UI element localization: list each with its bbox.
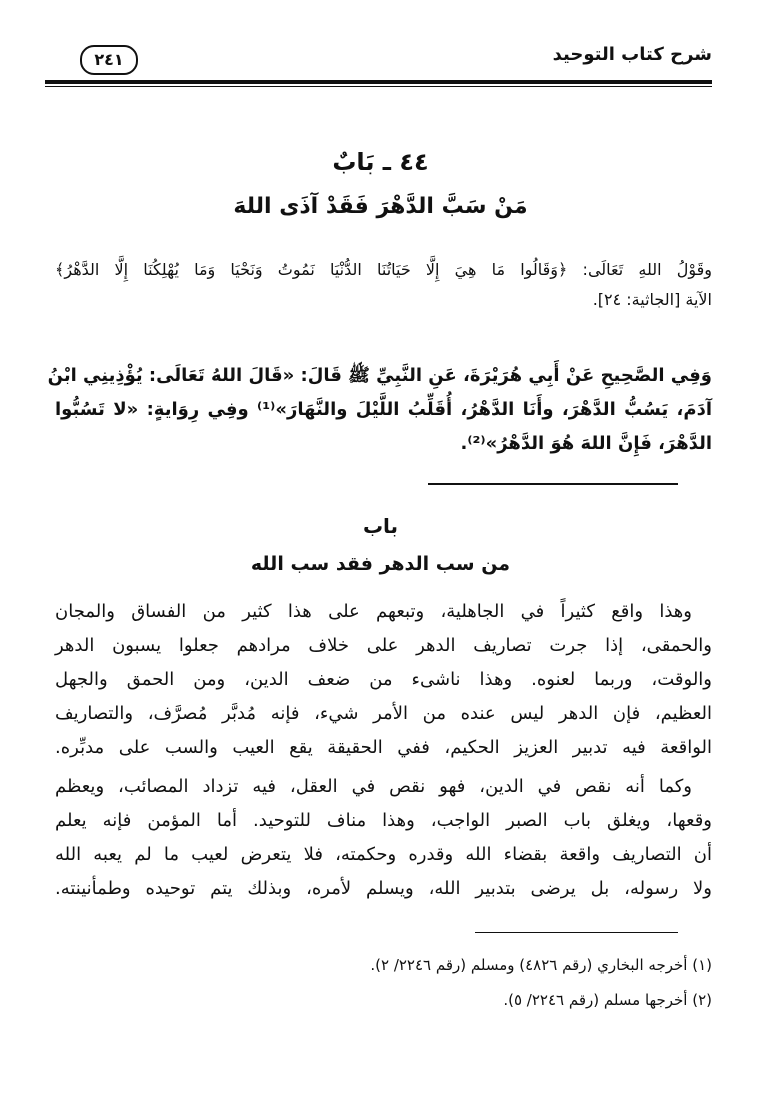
running-header-title: شرح كتاب التوحيد: [552, 44, 712, 65]
page-number-text: ٢٤١: [94, 50, 124, 69]
chapter-number-heading: ٤٤ ـ بَابٌ: [332, 148, 429, 176]
section-separator: [428, 483, 678, 485]
commentary-heading: باب: [362, 514, 399, 538]
footnote: (٢) أخرجها مسلم (رقم ٢٢٤٦/ ٥).: [503, 991, 712, 1009]
paragraph-line: أن التصاريف واقعة بقضاء الله وقدره وحكمته، فلا يتعرض لعيب ما لم يعبه الله: [55, 844, 712, 865]
footnote: (١) أخرجه البخاري (رقم ٤٨٢٦) ومسلم (رقم ٢٢٤٦/ ٢).: [370, 956, 712, 974]
paragraph-line: ولا رسوله، بل يرضى بتدبير الله، ويسلم لأمره، وبذلك يتم توحيده وطمأنينته.: [55, 878, 712, 899]
hadith-line: الدَّهْرَ، فَإِنَّ اللهَ هُوَ الدَّهْرُ»⁽²⁾.: [460, 433, 712, 454]
paragraph-line: الواقعة فيه تدبير العزيز الحكيم، ففي الحقيقة يقع العيب والسب على مدبِّره.: [55, 737, 712, 758]
header-rule: [45, 80, 712, 84]
quran-reference: الآية [الجاثية: ٢٤].: [592, 290, 712, 309]
paragraph-line: وهذا واقع كثيراً في الجاهلية، وتبعهم على هذا كثير من الفساق والمجان: [55, 601, 692, 622]
paragraph-line: وكما أنه نقص في الدين، فهو نقص في العقل، فيه تزداد المصائب، ويعظم: [55, 776, 692, 797]
hadith-line: آدَمَ، يَسُبُّ الدَّهْرَ، وأَنَا الدَّهْرُ، أُقَلِّبُ اللَّيْلَ والنَّهَارَ»⁽¹⁾ وفِي رِوَايةٍ: «لا تَسُبُّوا: [55, 399, 712, 420]
hadith-line: وَفِي الصَّحِيحِ عَنْ أَبِي هُرَيْرَةَ، عَنِ النَّبِيِّ ﷺ قَالَ: «قَالَ اللهُ تَعَالَى: يُؤْذِينِي ابْنُ: [47, 365, 712, 386]
paragraph-line: العظيم، فإن الدهر ليس عنده من الأمر شيء، فإنه مُدبَّر مُصرَّف، والتصاريف: [55, 703, 712, 724]
quran-verse-line: وقَوْلُ اللهِ تَعَالَى: ﴿وَقَالُوا مَا هِيَ إِلَّا حَيَاتُنَا الدُّنْيَا نَمُوتُ وَنَحْيَا وَمَا يُهْلِكُنَا إِلَّا الدَّهْرُ﴾: [55, 260, 712, 279]
footnote-separator: [475, 932, 678, 933]
paragraph-line: والحمقى، إذا جرت تصاريف الدهر على خلاف مرادهم جعلوا يسبون الدهر: [55, 635, 712, 656]
commentary-title: من سب الدهر فقد سب الله: [250, 553, 511, 575]
paragraph-line: والوقت، وربما لعنوه. وهذا ناشىء من ضعف الدين، ومن الحمق والجهل: [55, 669, 712, 690]
header-rule-thin: [45, 86, 712, 87]
chapter-title: مَنْ سَبَّ الدَّهْرَ فَقَدْ آذَى اللهَ: [233, 194, 528, 219]
page-number: [80, 45, 138, 75]
paragraph-line: وقعها، ويغلق باب الصبر الواجب، وهذا مناف للتوحيد. أما المؤمن فإنه يعلم: [55, 810, 712, 831]
